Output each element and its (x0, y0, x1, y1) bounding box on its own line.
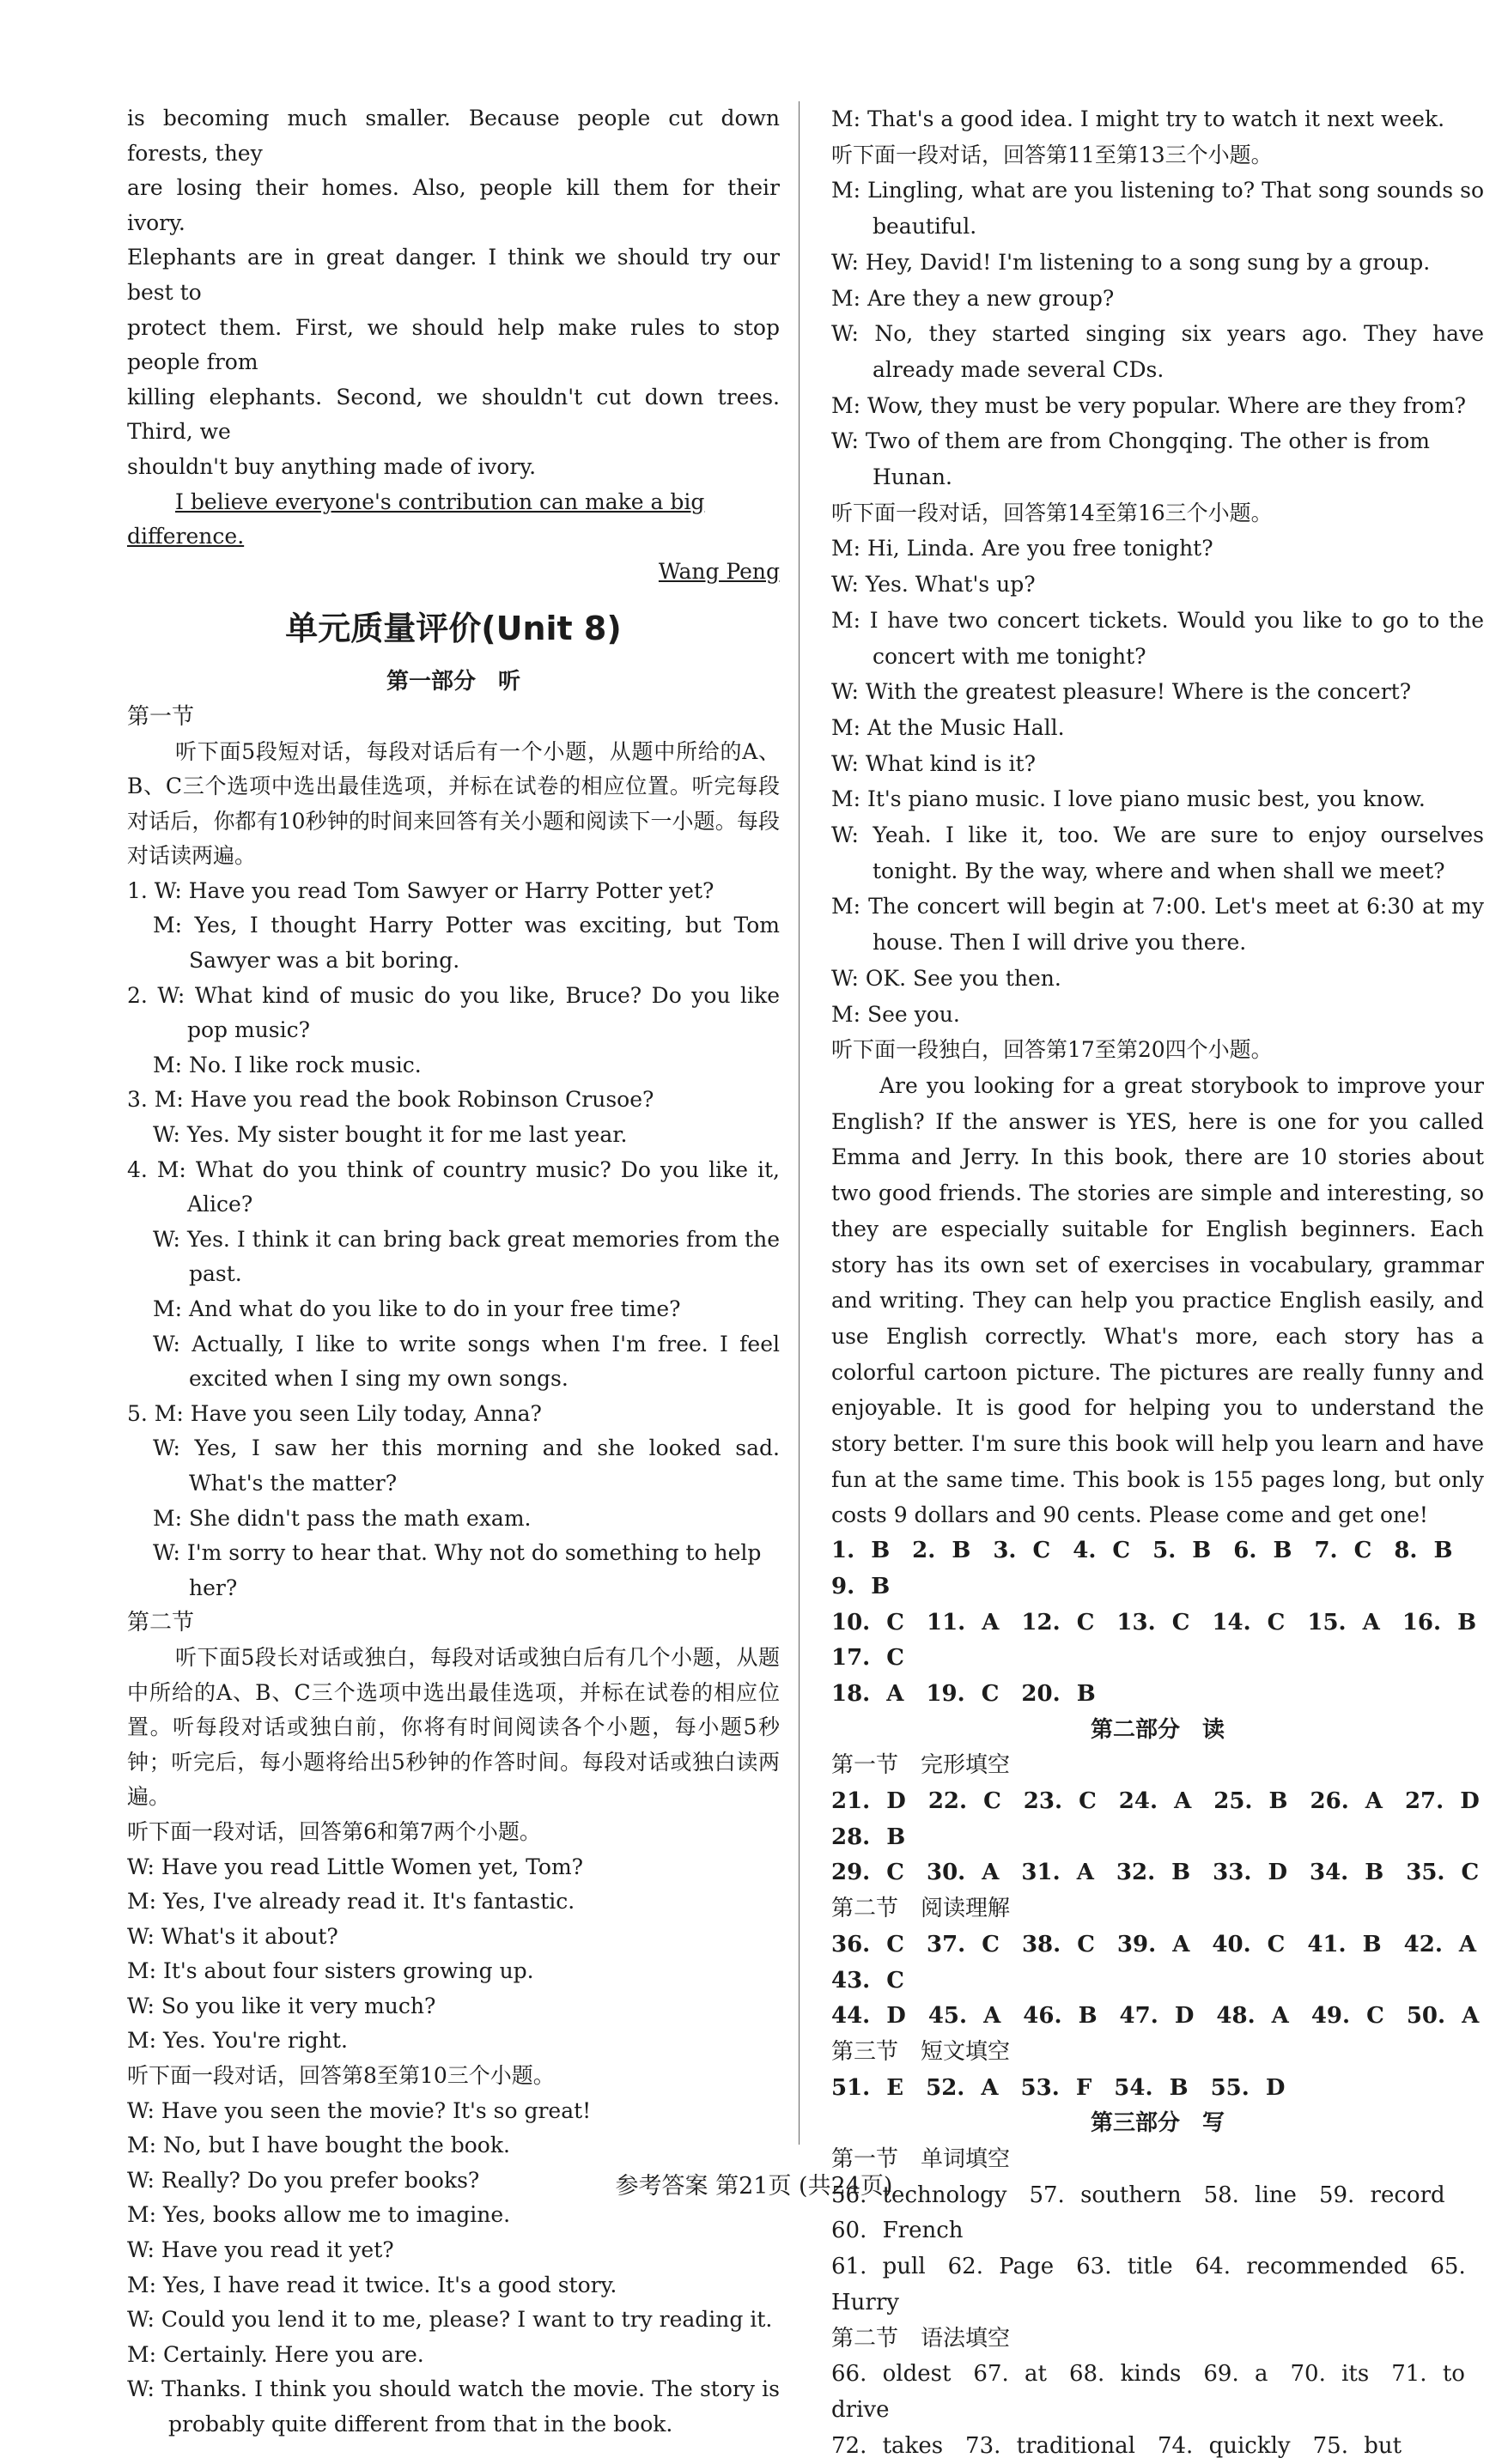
essay-line: protect them. First, we should help make rules to stop people from (127, 314, 780, 375)
section2-instructions: 听下面5段长对话或独白，每段对话或独白后有几个小题，从题中所给的A、B、C三个选项中选出最佳选项，并标在试卷的相应位置。听每段对话或独白前，你将有时间阅读各个小题，每小题5秒钟；听完后，每小题将给出5秒钟的作答时间。每段对话或独白读两遍。 (127, 1644, 780, 1810)
essay-ending (127, 101, 780, 589)
part3-title: 第三部分 写 (1090, 2110, 1225, 2137)
answer-row: 61. pull 62. Page 63. title 64. recommended 65. Hurry (831, 2254, 1466, 2315)
dialogue-line: M: The concert will begin at 7:00. Let's meet at 6:30 at my house. Then I will drive you there. (831, 894, 1484, 956)
section1-label: 第一节 (127, 703, 195, 730)
answer-row: 29. C 30. A 31. A 32. B 33. D 34. B 35. C (831, 1860, 1480, 1886)
dialogue-line: 2. W: What kind of music do you like, Bruce? Do you like pop music? (127, 982, 780, 1043)
dialogue-line: M: No, but I have bought the book. (127, 2133, 510, 2158)
dialogue-line: W: Hey, David! I'm listening to a song sung by a group. (831, 249, 1431, 275)
dialogue-line: W: No, they started singing six years ago. They have already made several CDs. (831, 321, 1484, 382)
dialogue-line: 1. W: Have you read Tom Sawyer or Harry Potter yet? (127, 877, 714, 903)
dialogue-line: M: Yes, I have read it twice. It's a good story. (127, 2272, 617, 2297)
dialogue-line: W: Yes, I saw her this morning and she looked sad. What's the matter? (153, 1435, 780, 1496)
dialogue-heading: 听下面一段对话，回答第6和第7两个小题。 (127, 1818, 541, 1844)
dialogue-line: 4. M: What do you think of country music? Do you like it, Alice? (127, 1156, 780, 1217)
essay-line: killing elephants. Second, we shouldn't cut down trees. Third, we (127, 384, 780, 445)
dialogue-line: M: Wow, they must be very popular. Where are they from? (831, 392, 1467, 418)
answer-row: 72. takes 73. traditional 74. quickly 75. but (831, 2432, 1402, 2459)
part1-title: 第一部分 听 (386, 669, 520, 695)
dialogue-line: W: OK. See you then. (831, 965, 1061, 991)
left-column (127, 101, 780, 2443)
dialogue-line: 3. M: Have you read the book Robinson Crusoe? (127, 1087, 654, 1113)
dialogue-line: W: Really? Do you prefer books? (127, 2167, 480, 2193)
unit-title: 单元质量评价(Unit 8) (285, 610, 622, 648)
closing-sentence: I believe everyone's contribution can make a big difference. (127, 489, 705, 549)
dialogue-line: M: Yes, books allow me to imagine. (127, 2202, 511, 2228)
dialogue-line: W: What kind is it? (831, 750, 1037, 776)
right-column (831, 101, 1502, 2464)
section-label: 第一节 完形填空 (831, 1752, 1011, 1779)
dialogue-line: W: With the greatest pleasure! Where is the concert? (831, 679, 1412, 705)
signature: Wang Peng (658, 558, 780, 584)
answer-row: 21. D 22. C 23. C 24. A 25. B 26. A 27. D 28. B (831, 1788, 1502, 1850)
page-footer: 参考答案 第21页 (共24页) (615, 2173, 893, 2200)
dialogue-line: W: Have you read Little Women yet, Tom? (127, 1854, 584, 1879)
dialogue-line: M: No. I like rock music. (153, 1052, 422, 1077)
dialogue-line: W: What's it about? (127, 1923, 338, 1949)
dialogue-line: W: Actually, I like to write songs when I'm free. I feel excited when I sing my own songs. (153, 1331, 780, 1392)
dialogue-line: M: Certainly. Here you are. (127, 2341, 424, 2367)
dialogue-line: M: Lingling, what are you listening to? That song sounds so beautiful. (831, 178, 1484, 240)
essay-line: Elephants are in great danger. I think we should try our best to (127, 245, 780, 305)
section1-instructions: 听下面5段短对话，每段对话后有一个小题，从题中所给的A、B、C三个选项中选出最佳选项，并标在试卷的相应位置。听完每段对话后，你都有10秒钟的时间来回答有关小题和阅读下一小题。每段对话读两遍。 (127, 738, 780, 869)
dialogue-line: M: She didn't pass the math exam. (153, 1505, 532, 1531)
dialogue-line: W: Yeah. I like it, too. We are sure to enjoy ourselves tonight. By the way, where and when shall we meet? (831, 822, 1484, 883)
dialogue-line: M: I have two concert tickets. Would you like to go to the concert with me tonight? (831, 607, 1484, 669)
monologue-text: Are you looking for a great storybook to improve your English? If the answer is YES, here is one for you called Emma and Jerry. In this book, there are 10 stories about two good friends. The stories are simple and interesting, so they are especially suitable for English beginners. Each story has its own set of exercises in vocabulary, grammar and writing. They can help you practice English easily, and use English correctly. What's more, each story has a colorful cartoon picture. The pictures are really funny and enjoyable. It is good for helping you to understand the story better. I'm sure this book will help you learn and have fun at the same time. This book is 155 pages long, but only costs 9 dollars and 90 cents. Please come and get one! (831, 1072, 1484, 1528)
dialogue-line: W: Thanks. I think you should watch the movie. The story is probably quite different from that in the book. (127, 2376, 780, 2437)
essay-line: is becoming much smaller. Because people cut down forests, they (127, 106, 780, 166)
dialogue-heading: 听下面一段对话，回答第14至第16三个小题。 (831, 500, 1273, 525)
dialogue-line: W: Two of them are from Chongqing. The other is from Hunan. (831, 428, 1430, 490)
answer-row: 51. E 52. A 53. F 54. B 55. D (831, 2074, 1286, 2101)
dialogue-line: 5. M: Have you seen Lily today, Anna? (127, 1400, 542, 1426)
dialogue-heading: 听下面一段对话，回答第8至第10三个小题。 (127, 2063, 555, 2089)
section-label: 第二节 语法填空 (831, 2325, 1011, 2352)
answer-row: 36. C 37. C 38. C 39. A 40. C 41. B 42. A 43. C (831, 1931, 1499, 1994)
dialogue-line: W: So you like it very much? (127, 1993, 436, 2018)
dialogue-line: M: At the Music Hall. (831, 714, 1065, 740)
dialogue-line: W: I'm sorry to hear that. Why not do something to help her? (153, 1540, 762, 1600)
column-divider (799, 101, 800, 2145)
answer-row: 56. technology 57. southern 58. line 59. record 60. French (831, 2182, 1468, 2244)
dialogue-line: W: Have you read it yet? (127, 2237, 394, 2263)
part2-title: 第二部分 读 (1090, 1716, 1225, 1743)
essay-line: shouldn't buy anything made of ivory. (127, 453, 537, 479)
section2-label: 第二节 (127, 1610, 195, 1636)
dialogue-line: M: It's piano music. I love piano music best, you know. (831, 786, 1426, 812)
dialogue-line: W: Yes. I think it can bring back great memories from the past. (153, 1226, 780, 1287)
dialogue-line: M: Hi, Linda. Are you free tonight? (831, 536, 1213, 561)
dialogue-heading: 听下面一段对话，回答第11至第13三个小题。 (831, 142, 1273, 167)
dialogue-line: M: It's about four sisters growing up. (127, 1958, 534, 1984)
dialogue-heading: 听下面一段独白，回答第17至第20四个小题。 (831, 1037, 1273, 1063)
section-label: 第一节 单词填空 (831, 2146, 1011, 2173)
dialogue-line: W: Yes. What's up? (831, 572, 1036, 598)
section-label: 第三节 短文填空 (831, 2038, 1011, 2065)
dialogue-line: M: Yes. You're right. (127, 2028, 348, 2054)
answer-row: 10. C 11. A 12. C 13. C 14. C 15. A 16. B 17. C (831, 1609, 1499, 1672)
dialogue-line: M: And what do you like to do in your free time? (153, 1296, 681, 1321)
section-label: 第二节 阅读理解 (831, 1896, 1011, 1922)
dialogue-line: M: See you. (831, 1001, 960, 1027)
answer-row: 66. oldest 67. at 68. kinds 69. a 70. its 71. to drive (831, 2361, 1465, 2423)
dialogue-line: M: That's a good idea. I might try to watch it next week. (831, 106, 1445, 131)
dialogue-line: W: Have you seen the movie? It's so great! (127, 2097, 592, 2123)
essay-line: are losing their homes. Also, people kill them for their ivory. (127, 175, 780, 235)
dialogue-line: M: Are they a new group? (831, 285, 1115, 311)
dialogue-line: M: Yes, I thought Harry Potter was exciting, but Tom Sawyer was a bit boring. (153, 913, 780, 974)
dialogue-line: W: Yes. My sister bought it for me last year. (153, 1122, 628, 1148)
dialogue-line: W: Could you lend it to me, please? I want to try reading it. (127, 2307, 773, 2333)
answer-row: 44. D 45. A 46. B 47. D 48. A 49. C 50. A (831, 2003, 1480, 2030)
answer-row: 1. B 2. B 3. C 4. C 5. B 6. B 7. C 8. B 9. B (831, 1538, 1475, 1599)
dialogue-line: M: Yes, I've already read it. It's fantastic. (127, 1889, 575, 1915)
answer-row: 18. A 19. C 20. B (831, 1680, 1096, 1707)
